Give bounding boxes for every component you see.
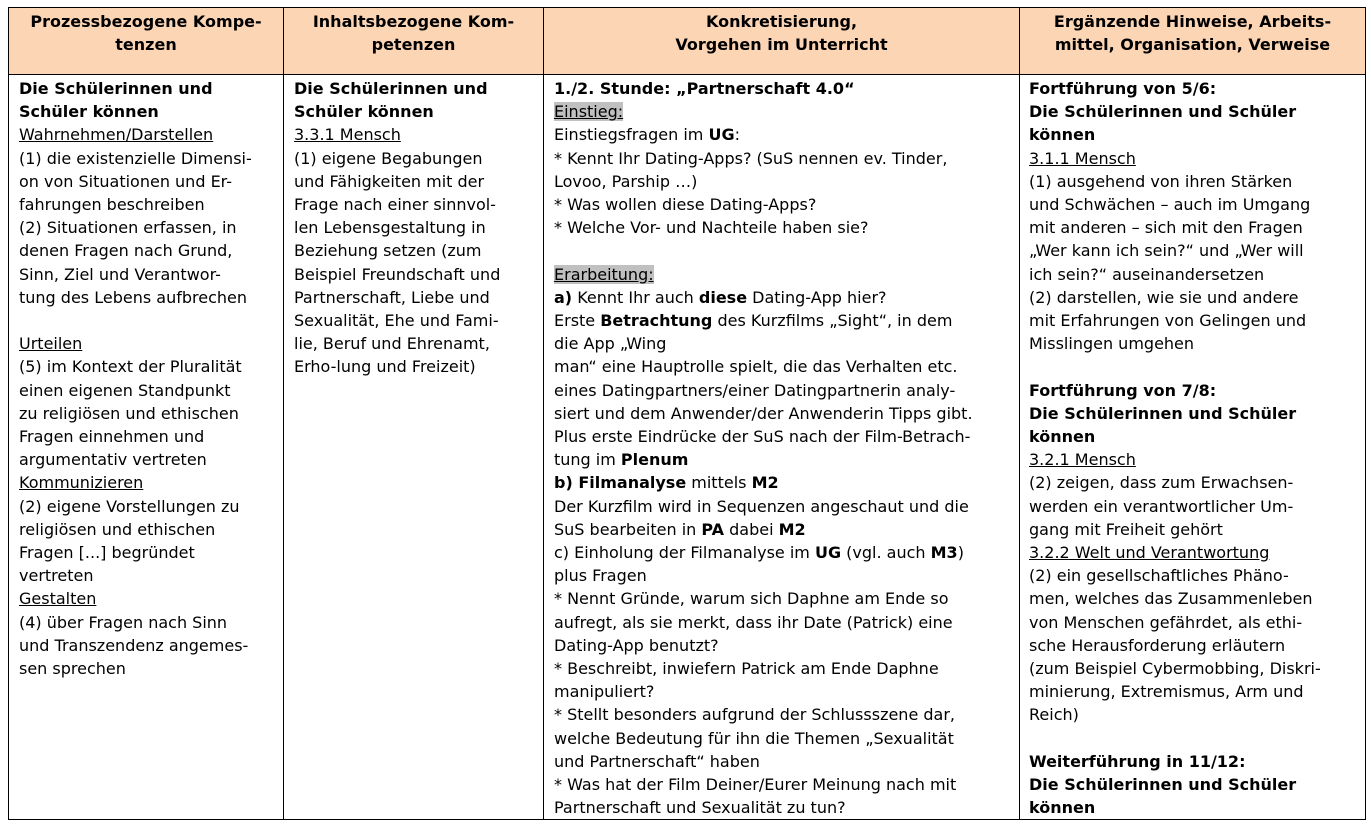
- text-line: (2) Situationen erfassen, in: [19, 218, 237, 238]
- text-line: denen Fragen nach Grund,: [19, 241, 233, 261]
- section-heading-mensch-311: 3.1.1 Mensch: [1029, 148, 1136, 168]
- question-item: * Was hat der Film Deiner/Eurer Meinung nach mit: [554, 775, 957, 795]
- text-line: zu religiösen und ethischen: [19, 403, 239, 423]
- spacer: [1029, 355, 1365, 378]
- pair-work-line: SuS bearbeiten in PA dabei M2: [554, 519, 806, 539]
- process-competencies-cell: [9, 75, 284, 820]
- text-line: Frage nach einer sinnvol-: [294, 195, 496, 215]
- lesson-title: 1./2. Stunde: „Partnerschaft 4.0“: [554, 79, 855, 98]
- intro-line: Schüler können: [294, 102, 434, 122]
- section-heading-urteilen: Urteilen: [19, 334, 83, 354]
- einstieg-questions-line: Einstiegsfragen im UG:: [554, 125, 740, 145]
- intro-line: können: [1029, 427, 1096, 447]
- text-line: man“ eine Hauptrolle spielt, die das Verhalten etc.: [554, 357, 958, 377]
- text-line: (1) ausgehend von ihren Stärken: [1029, 171, 1293, 191]
- text-line: (1) eigene Begabungen: [294, 148, 483, 168]
- intro-line: Die Schülerinnen und: [19, 79, 213, 98]
- question-item: welche Bedeutung für ihn die Themen „Sexualität: [554, 728, 954, 748]
- fortfuehrung-56-heading: Fortführung von 5/6:: [1029, 79, 1217, 98]
- text-line: Plus erste Eindrücke der SuS nach der Film-Betrach-: [554, 427, 971, 447]
- text-line: Reich): [1029, 705, 1079, 725]
- question-item: manipuliert?: [554, 682, 655, 702]
- fortfuehrung-78-heading: Fortführung von 7/8:: [1029, 380, 1217, 400]
- text-line: Fragen einnehmen und: [19, 427, 205, 447]
- text-line: Beziehung setzen (zum: [294, 241, 482, 261]
- text-line: sen sprechen: [19, 659, 126, 679]
- section-heading-mensch-321: 3.2.1 Mensch: [1029, 450, 1136, 470]
- lesson-plan-cell: [544, 75, 1020, 820]
- intro-line: Die Schülerinnen und Schüler: [1029, 102, 1297, 122]
- intro-line: Die Schülerinnen und: [294, 79, 488, 98]
- section-heading-welt-verantwortung: 3.2.2 Welt und Verantwortung: [1029, 543, 1270, 563]
- question-item: aufregt, als sie merkt, dass ihr Date (Patrick) eine: [554, 612, 953, 632]
- text-line: vertreten: [19, 566, 94, 586]
- text-line: argumentativ vertreten: [19, 450, 207, 470]
- text-line: einen eigenen Standpunkt: [19, 380, 231, 400]
- spacer: [19, 309, 283, 332]
- text-line: und Schwächen – auch im Umgang: [1029, 195, 1311, 215]
- text-line: mit anderen – sich mit den Fragen: [1029, 218, 1303, 238]
- intro-line: Die Schülerinnen und Schüler: [1029, 775, 1297, 795]
- text-line: die App „Wing: [554, 334, 667, 354]
- text-line: (zum Beispiel Cybermobbing, Diskri-: [1029, 659, 1321, 679]
- step-b-line: b) Filmanalyse mittels M2: [554, 473, 779, 493]
- text-line: sche Herausforderung erläutern: [1029, 635, 1286, 655]
- header-content-competencies: Inhaltsbezogene Kom- petenzen: [284, 8, 544, 75]
- spacer: [554, 239, 1019, 262]
- text-line: Fragen [...] begründet: [19, 543, 195, 563]
- text-line: (5) im Kontext der Pluralität: [19, 357, 242, 377]
- text-line: siert und dem Anwender/der Anwenderin Tipps gibt.: [554, 403, 973, 423]
- text-line: „Wer kann ich sein?“ und „Wer will: [1029, 241, 1304, 261]
- step-c-line: c) Einholung der Filmanalyse im UG (vgl. auch M3): [554, 543, 964, 563]
- text-line: (2) ein gesellschaftliches Phäno-: [1029, 566, 1289, 586]
- step-a-line: a) Kennt Ihr auch diese Dating-App hier?: [554, 287, 887, 307]
- text-line: men, welches das Zusammenleben: [1029, 589, 1313, 609]
- text-line: (2) eigene Vorstellungen zu: [19, 496, 240, 516]
- content-row: [9, 75, 1366, 820]
- header-concretization: Konkretisierung, Vorgehen im Unterricht: [544, 8, 1020, 75]
- question-item: * Welche Vor- und Nachteile haben sie?: [554, 218, 869, 238]
- text-line: lie, Beruf und Ehrenamt,: [294, 334, 490, 354]
- header-additional-notes: Ergänzende Hinweise, Arbeits- mittel, Organisation, Verweise: [1020, 8, 1366, 75]
- header-process-competencies: Prozessbezogene Kompe- tenzen: [9, 8, 284, 75]
- text-line: fahrungen beschreiben: [19, 195, 205, 215]
- text-line: (2) zeigen, dass zum Erwachsen-: [1029, 473, 1294, 493]
- text-line: von Menschen gefährdet, als ethi-: [1029, 612, 1303, 632]
- text-line: eines Datingpartners/einer Datingpartnerin analy-: [554, 380, 956, 400]
- question-item: plus Fragen: [554, 566, 647, 586]
- question-item: Lovoo, Parship …): [554, 171, 698, 191]
- question-item: * Kennt Ihr Dating-Apps? (SuS nennen ev. Tinder,: [554, 148, 948, 168]
- intro-line: Die Schülerinnen und Schüler: [1029, 403, 1297, 423]
- text-line: (2) darstellen, wie sie und andere: [1029, 287, 1299, 307]
- text-line: Partnerschaft, Liebe und: [294, 287, 490, 307]
- text-line: religiösen und ethischen: [19, 519, 216, 539]
- section-heading-mensch: 3.3.1 Mensch: [294, 125, 401, 145]
- film-intro-line: Erste Betrachtung des Kurzfilms „Sight“, in dem: [554, 311, 953, 331]
- additional-notes-cell: [1020, 75, 1366, 820]
- text-line: Beispiel Freundschaft und: [294, 264, 501, 284]
- text-line: minierung, Extremismus, Arm und: [1029, 682, 1304, 702]
- question-item: * Nennt Gründe, warum sich Daphne am Ende so: [554, 589, 949, 609]
- text-line: Misslingen umgehen: [1029, 334, 1195, 354]
- question-item: Partnerschaft und Sexualität zu tun?: [554, 798, 846, 818]
- text-line: ich sein?“ auseinandersetzen: [1029, 264, 1265, 284]
- weiterfuehrung-heading: Weiterführung in 11/12:: [1029, 751, 1246, 771]
- header-row: [9, 8, 1366, 75]
- intro-line: können: [1029, 125, 1096, 145]
- text-line: Erho-lung und Freizeit): [294, 357, 476, 377]
- text-line: len Lebensgestaltung in: [294, 218, 486, 238]
- text-line: Der Kurzfilm wird in Sequenzen angeschaut und die: [554, 496, 969, 516]
- text-line: tung des Lebens aufbrechen: [19, 287, 247, 307]
- einstieg-label: Einstieg:: [554, 102, 624, 122]
- question-item: Dating-App benutzt?: [554, 635, 719, 655]
- text-line: on von Situationen und Er-: [19, 171, 232, 191]
- question-item: und Partnerschaft“ haben: [554, 751, 760, 771]
- erarbeitung-label: Erarbeitung:: [554, 264, 654, 284]
- intro-line: können: [1029, 798, 1096, 818]
- question-item: * Was wollen diese Dating-Apps?: [554, 195, 817, 215]
- intro-line: Schüler können: [19, 102, 159, 122]
- question-item: * Stellt besonders aufgrund der Schlussszene dar,: [554, 705, 955, 725]
- section-heading-kommunizieren: Kommunizieren: [19, 473, 144, 493]
- section-heading-wahrnehmen: Wahrnehmen/Darstellen: [19, 125, 214, 145]
- text-line: mit Erfahrungen von Gelingen und: [1029, 311, 1307, 331]
- text-line: (4) über Fragen nach Sinn: [19, 612, 228, 632]
- text-line: (1) die existenzielle Dimensi-: [19, 148, 252, 168]
- question-item: * Beschreibt, inwiefern Patrick am Ende Daphne: [554, 659, 939, 679]
- text-line: Sinn, Ziel und Verantwor-: [19, 264, 221, 284]
- plenum-line: tung im Plenum: [554, 450, 689, 470]
- text-line: Sexualität, Ehe und Fami-: [294, 311, 499, 331]
- text-line: und Transzendenz angemes-: [19, 635, 249, 655]
- section-heading-gestalten: Gestalten: [19, 589, 97, 609]
- text-line: und Fähigkeiten mit der: [294, 171, 485, 191]
- text-line: werden ein verantwortlicher Um-: [1029, 496, 1294, 516]
- content-competencies-cell: [284, 75, 544, 820]
- curriculum-table: [8, 7, 1366, 820]
- text-line: gang mit Freiheit gehört: [1029, 519, 1223, 539]
- spacer: [1029, 727, 1365, 750]
